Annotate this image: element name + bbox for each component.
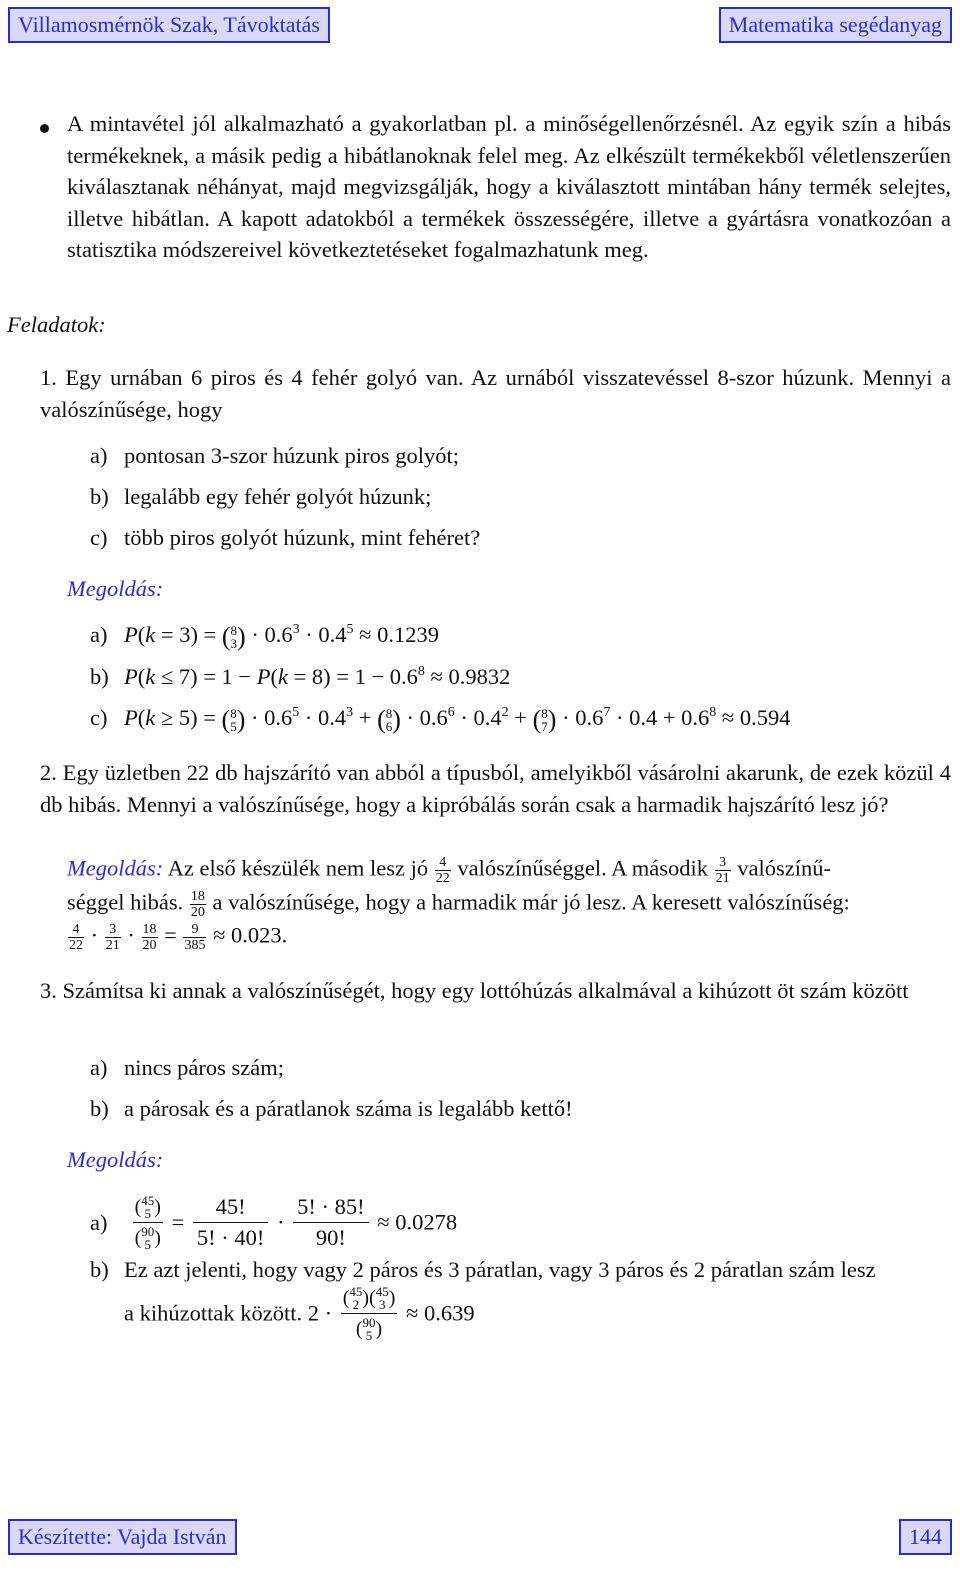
p1-item-c: c) több piros golyót húzunk, mint fehéret?: [90, 525, 481, 550]
p2-solution-line3: $\frac{4}{22}$ · $\frac{3}{21}$ · $\frac{18}{20}$ = $\frac{9}{385}$ ≈ 0.023.: [69, 922, 288, 953]
p3-solution-b-line1: b) Ez azt jelenti, hogy vagy 2 páros és 3 páratlan, vagy 3 páros és 2 páratlan szám lesz: [90, 1257, 876, 1282]
footer-page-number: 144: [899, 1519, 952, 1555]
header-right: Matematika segédanyag: [719, 7, 952, 43]
p3-megoldas-label: Megoldás:: [67, 1147, 164, 1172]
problem-1-text: 1. Egy urnában 6 piros és 4 fehér golyó van. Az urnából visszatevéssel 8-szor húzunk. Mennyi a valószínűsége, hogy: [40, 365, 951, 422]
p2-solution-line2: séggel hibás. $\frac{18}{20}$ a valószínűsége, hogy a harmadik már jó lesz. A keresett valószínűség:: [67, 889, 850, 920]
p2-solution-line1: Megoldás: Az első készülék nem lesz jó $\frac{4}{22}$ valószínűséggel. A második $\frac{3}{21}$ valószínű-: [67, 855, 832, 886]
p1-solution-a: a) P(k = 3) = ( 8 3 ) · $0.6^3 \cdot 0.4^5 \approx 0.1239$: [90, 621, 439, 651]
p3-item-a: a) nincs páros szám;: [90, 1055, 284, 1080]
feladatok-heading: Feladatok:: [7, 312, 106, 337]
intro-paragraph: A mintavétel jól alkalmazható a gyakorlatban pl. a minőségellenőrzésnél. Az egyik szín a hibás termékeknek, a másik pedig a hibátlanoknak felel meg. Az elkészült termékekből véletlenszerűen kiválasztanak néhányat, majd megvizsgálják, hogy a kiválasztott mintában hány termék selejtes, illetve hibátlan. A kapott adatokból a termékek összességére, illetve a gyártásra vonatkozóan a statisztika módszereivel következtetéseket fogalmazhatunk meg.: [67, 111, 951, 262]
problem-2-text: 2. Egy üzletben 22 db hajszárító van abból a típusból, amelyikből vásárolni akarunk, de ezek közül 4 db hibás. Mennyi a valószínűsége, hogy a kipróbálás során csak a harmadik hajszárító lesz jó?: [40, 760, 951, 817]
p1-item-b: b) legalább egy fehér golyót húzunk;: [90, 484, 432, 509]
header-left: Villamosmérnök Szak, Távoktatás: [8, 7, 330, 43]
footer-left: Készítette: Vajda István: [8, 1519, 237, 1555]
bullet-icon: [40, 124, 49, 133]
p3-solution-a: a) ( 45 5 ) ( 90 5 ) = $\frac{45!}{5! \cdot 40!}$ · $\frac{5! \cdot 85!}{90!}$ ≈ 0.0278: [90, 1193, 458, 1252]
p1-solution-b: b) $P(k \le 7) = 1 - P(k = 8) = 1 - 0.6^8 \approx 0.9832$: [90, 664, 511, 689]
p3-item-b: b) a párosak és a páratlanok száma is legalább kettő!: [90, 1096, 573, 1121]
p1-solution-c: c) P(k ≥ 5) = ( 8 5 ) · $0.6^5 \cdot 0.4^3$ + ( 8 6 ) · $0.6^6 \cdot 0.4^2$ + ( 8 7 ) · $0.6^7 \cdot 0.4 + 0.6^8 \approx 0.594$: [90, 704, 791, 734]
problem-3-text: 3. Számítsa ki annak a valószínűségét, hogy egy lottóhúzás alkalmával a kihúzott öt szám között: [40, 978, 909, 1003]
p1-item-a: a) pontosan 3-szor húzunk piros golyót;: [90, 443, 459, 468]
p3-solution-b-line2: a kihúzottak között. 2 · ( 45 2 )( 45 3 ) ( 90 5 ) ≈ 0.639: [124, 1284, 475, 1343]
p1-megoldas-label: Megoldás:: [67, 576, 164, 601]
